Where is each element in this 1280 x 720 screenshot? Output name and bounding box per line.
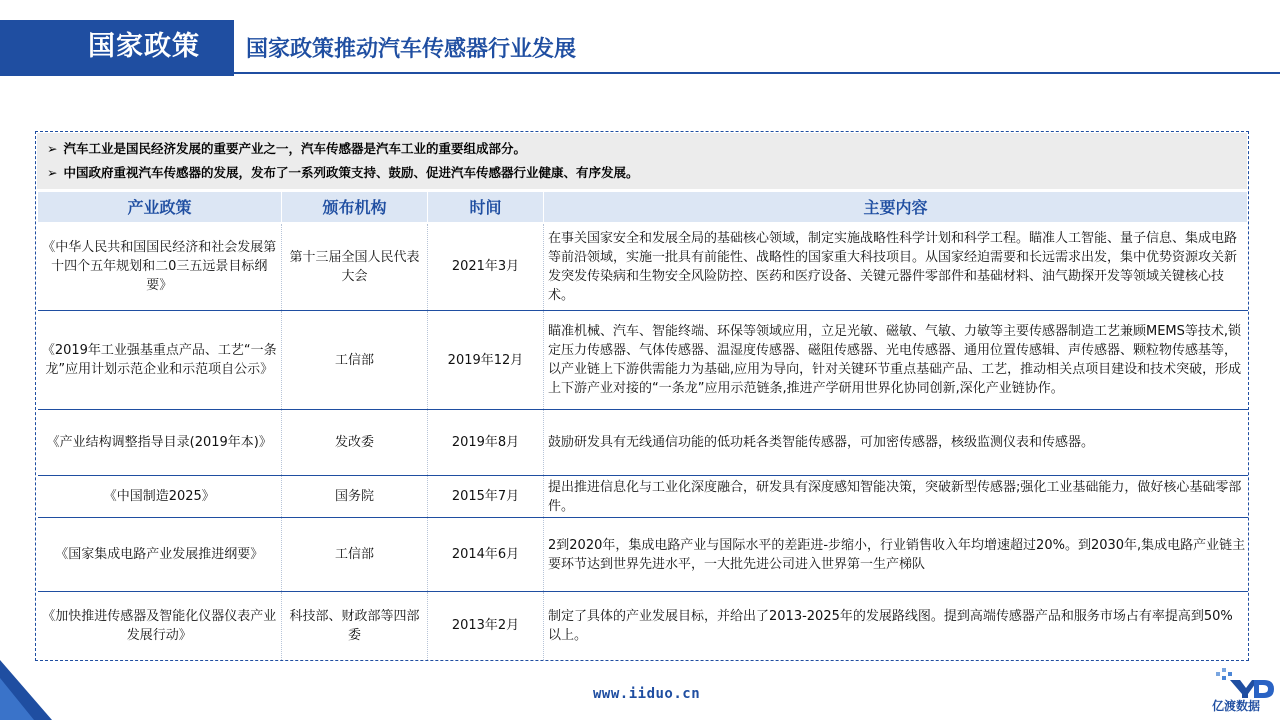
cell-agency: 工信部 <box>282 311 428 410</box>
cell-policy: 《产业结构调整指导目录(2019年本)》 <box>38 410 282 476</box>
table-row <box>38 410 1248 476</box>
cell-time: 2019年8月 <box>428 410 544 476</box>
table-header-row <box>38 192 1248 223</box>
intro-box <box>37 133 1247 189</box>
cell-content: 瞄准机械、汽车、智能终端、环保等领域应用，立足光敏、磁敏、气敏、力敏等主要传感器制造工艺兼顾MEMS等技术,锁定压力传感器、气体传感器、温湿度传感器、磁阻传感器、光电传感器、通用位置传感辑、声传感器、颗粒物传感基等，以产业链上下游供需能力为基础,应用为导向，针对关键环节重点基础产品、工艺，推动相关点项目建设和技术突破，形成上下游产业对接的“一条龙”应用示范链条,推进产学研用世界化协同创新,深化产业链协作。 <box>544 311 1248 410</box>
cell-agency: 国务院 <box>282 476 428 518</box>
header-tab-label: 国家政策 <box>88 31 200 62</box>
table-row <box>38 518 1248 592</box>
footer-url: www.iiduo.cn <box>593 686 701 702</box>
cell-policy: 《中华人民共和国国民经济和社会发展第十四个五年规划和二0三五远景目标纲要》 <box>38 223 282 311</box>
policy-table <box>37 191 1248 660</box>
logo-text: 亿渡数据 <box>1212 699 1261 713</box>
intro-line-text: 中国政府重视汽车传感器的发展，发布了一系列政策支持、鼓励、促进汽车传感器行业健康、有序发展。 <box>63 165 639 180</box>
arrow-bullet-icon: ➢ <box>47 141 58 156</box>
cell-time: 2014年6月 <box>428 518 544 592</box>
cell-content: 提出推进信息化与工业化深度融合，研发具有深度感知智能决策，突破新型传感器;强化工业基础能力，做好核心基础零部件。 <box>544 476 1248 518</box>
cell-time: 2013年2月 <box>428 592 544 660</box>
cell-policy: 《中国制造2025》 <box>38 476 282 518</box>
table-row <box>38 592 1248 660</box>
page-title: 国家政策推动汽车传感器行业发展 <box>246 37 577 62</box>
table-row <box>38 223 1248 311</box>
cell-policy: 《2019年工业强基重点产品、工艺“一条龙”应用计划示范企业和示范项自公示》 <box>38 311 282 410</box>
col-header-policy: 产业政策 <box>38 192 282 223</box>
corner-decoration <box>0 660 60 720</box>
table-row <box>38 476 1248 518</box>
cell-policy: 《国家集成电路产业发展推进纲要》 <box>38 518 282 592</box>
cell-agency: 第十三届全国人民代表大会 <box>282 223 428 311</box>
intro-line-text: 汽车工业是国民经济发展的重要产业之一，汽车传感器是汽车工业的重要组成部分。 <box>63 141 526 156</box>
intro-line-1 <box>47 140 526 158</box>
intro-line-2 <box>47 164 639 182</box>
cell-content: 在事关国家安全和发展全局的基础核心领域，制定实施战略性科学计划和科学工程。瞄准人工智能、量子信息、集成电路等前沿领域，实施一批具有前能性、战略性的国家重大科技项目。从国家经迫需要和长远需求出发，集中优势资源攻关新发突发传染病和生物安全风险防控、医药和医疗设备、关键元器件零部件和基础材料、油气勘探开发等领域关键核心技术。 <box>544 223 1248 311</box>
header-underline <box>229 72 1280 74</box>
table-row <box>38 311 1248 410</box>
cell-time: 2015年7月 <box>428 476 544 518</box>
cell-policy: 《加快推进传感器及智能化仪器仪表产业发展行动》 <box>38 592 282 660</box>
cell-content: 制定了具体的产业发展目标，并给出了2013-2025年的发展路线图。提到高端传感器产品和服务市场占有率提高到50%以上。 <box>544 592 1248 660</box>
arrow-bullet-icon: ➢ <box>47 165 58 180</box>
cell-content: 2到2020年，集成电路产业与国际水平的差距进-步缩小，行业销售收入年均增速超过20%。到2030年,集成电路产业链主要环节达到世界先进水平，一大批先进公司进入世界第一生产梯队 <box>544 518 1248 592</box>
cell-agency: 发改委 <box>282 410 428 476</box>
col-header-agency: 颁布机构 <box>282 192 428 223</box>
col-header-content: 主要内容 <box>544 192 1248 223</box>
cell-time: 2019年12月 <box>428 311 544 410</box>
cell-time: 2021年3月 <box>428 223 544 311</box>
cell-agency: 科技部、财政部等四部委 <box>282 592 428 660</box>
cell-content: 鼓励研发具有无线通信功能的低功耗各类智能传感器，可加密传感器，核级监测仪表和传感器。 <box>544 410 1248 476</box>
cell-agency: 工信部 <box>282 518 428 592</box>
col-header-time: 时间 <box>428 192 544 223</box>
